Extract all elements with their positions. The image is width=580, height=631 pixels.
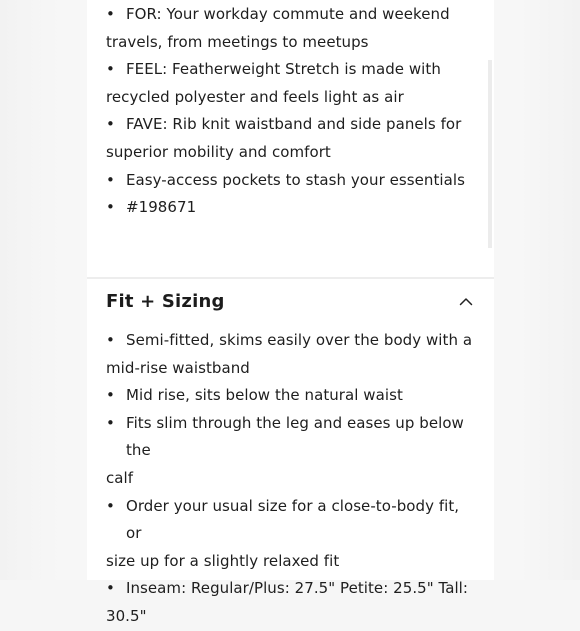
section-title: Fit + Sizing <box>106 290 225 312</box>
list-item <box>106 327 478 382</box>
list-item <box>106 56 478 111</box>
list-item <box>106 111 478 166</box>
list-item-text: Mid rise, sits below the natural waist <box>126 386 403 405</box>
list-item <box>106 194 478 222</box>
list-item-text: FAVE: Rib knit waistband and side panels for <box>126 115 462 134</box>
list-item <box>106 1 478 56</box>
bullet-icon: • <box>106 115 115 134</box>
list-item-text: Easy-access pockets to stash your essentials <box>126 170 465 189</box>
bullet-icon: • <box>106 5 115 23</box>
list-item-text-continued: travels, from meetings to meetups <box>106 32 369 51</box>
bullet-icon: • <box>106 496 115 515</box>
list-item <box>106 410 478 493</box>
bullet-icon: • <box>106 579 115 598</box>
list-item-text: FEEL: Featherweight Stretch is made with <box>126 60 441 79</box>
bullet-icon: • <box>106 386 115 405</box>
bullet-icon: • <box>106 331 115 349</box>
details-list <box>106 1 478 222</box>
list-item-text: #198671 <box>126 198 197 217</box>
list-item <box>106 382 478 410</box>
chevron-up-icon[interactable] <box>458 293 474 309</box>
list-item-text: Fits slim through the leg and eases up below the <box>126 413 464 460</box>
list-item-text-continued: 30.5" <box>106 606 147 625</box>
list-item-text: Inseam: Regular/Plus: 27.5" Petite: 25.5" Tall: <box>126 579 469 598</box>
list-item-text-continued: superior mobility and comfort <box>106 142 331 161</box>
fit-sizing-list <box>106 327 478 631</box>
list-item <box>106 493 478 576</box>
bullet-icon: • <box>106 198 115 217</box>
list-item-text-continued: size up for a slightly relaxed fit <box>106 551 340 570</box>
fit-sizing-accordion-header[interactable] <box>106 286 474 316</box>
list-item-text-continued: recycled polyester and feels light as air <box>106 87 404 106</box>
section-divider <box>87 277 494 279</box>
list-item-text: FOR: Your workday commute and weekend <box>126 5 450 23</box>
bullet-icon: • <box>106 413 115 432</box>
list-item-text: Order your usual size for a close-to-body fit, or <box>126 496 460 543</box>
bullet-icon: • <box>106 170 115 189</box>
list-item-text-continued: mid-rise waistband <box>106 358 250 377</box>
list-item-text: Semi-fitted, skims easily over the body with a <box>126 331 473 349</box>
scrollbar-track <box>488 60 492 248</box>
list-item-text-continued: calf <box>106 468 134 487</box>
bullet-icon: • <box>106 60 115 79</box>
list-item <box>106 167 478 195</box>
list-item <box>106 575 478 630</box>
